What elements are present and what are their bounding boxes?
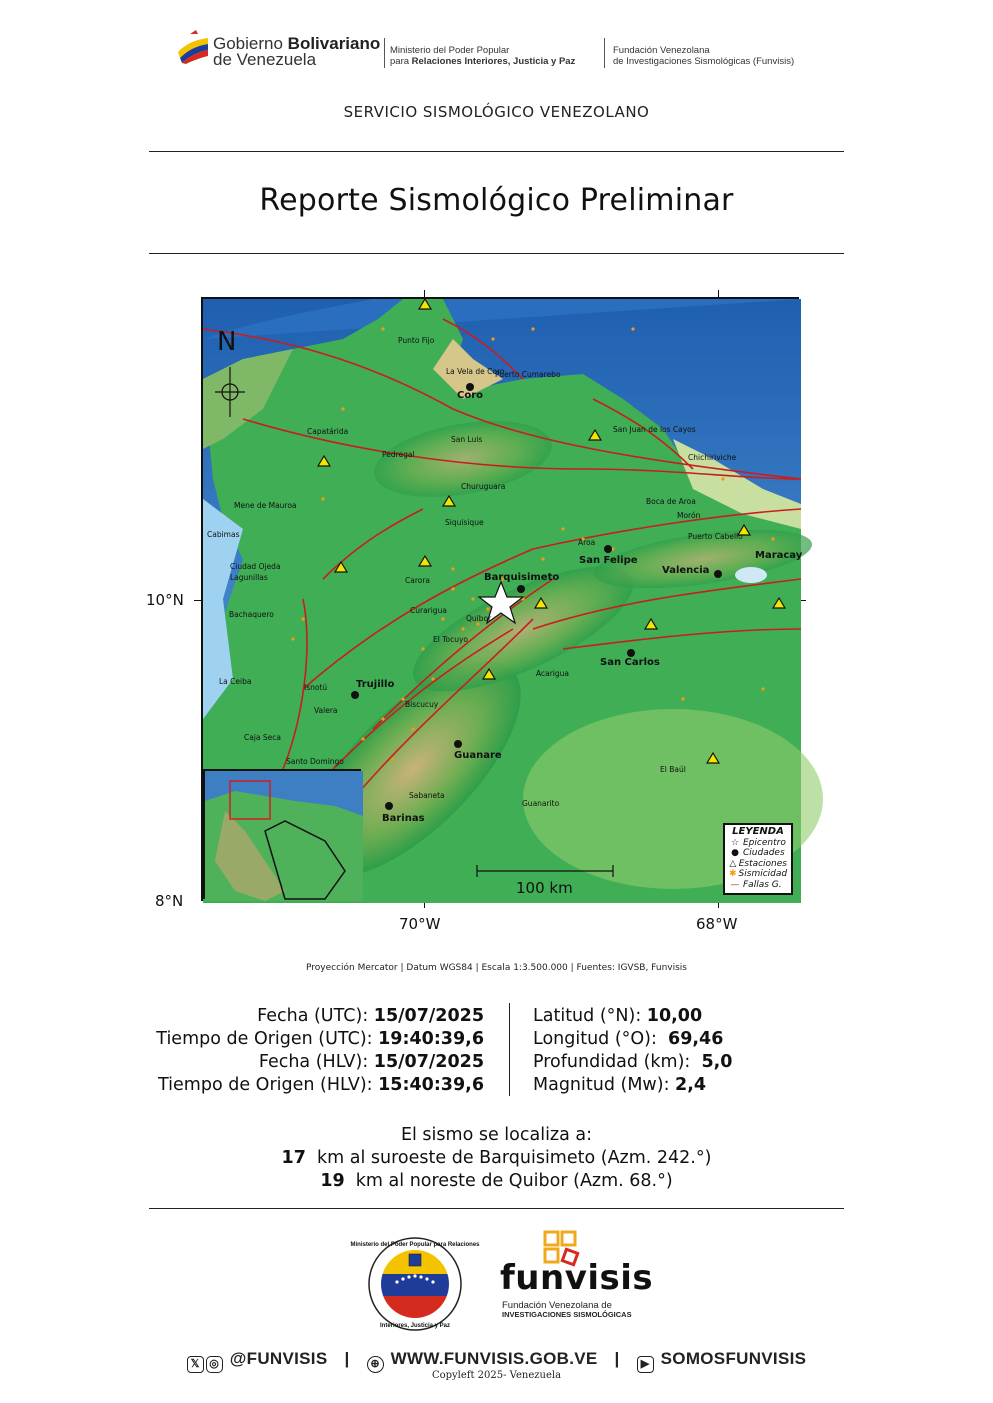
location-text-2: km al noreste de Quibor (Azm. 68.°) bbox=[344, 1171, 673, 1191]
city-label-valencia: Valencia bbox=[662, 565, 710, 576]
info-label: Tiempo de Origen (HLV): bbox=[158, 1075, 379, 1095]
ministry-seal-logo bbox=[350, 1236, 480, 1332]
town-label: Sabaneta bbox=[409, 791, 445, 800]
location-line-1 bbox=[0, 1148, 993, 1168]
rule-footer bbox=[149, 1208, 844, 1209]
social-handle-link[interactable]: @FUNVISIS bbox=[229, 1349, 328, 1368]
town-label: Puerto Cabello bbox=[688, 532, 743, 541]
city-label-maracay: Maracay bbox=[755, 550, 803, 561]
info-label: Magnitud (Mw): bbox=[533, 1075, 676, 1095]
town-label: Quibor bbox=[466, 614, 492, 623]
info-label: Longitud (°O): bbox=[533, 1029, 669, 1049]
town-label: Siquisique bbox=[445, 518, 484, 527]
info-latitude bbox=[533, 1005, 702, 1028]
town-label: Aroa bbox=[578, 538, 596, 547]
ministry-label bbox=[390, 45, 575, 67]
foundation-line2: de Investigaciones Sismológicas (Funvisis) bbox=[613, 56, 795, 67]
info-label: Fecha (HLV): bbox=[258, 1052, 374, 1072]
lat-label-10n: 10°N bbox=[146, 591, 184, 609]
header-divider-2 bbox=[604, 38, 605, 68]
star-icon: ☆ bbox=[730, 837, 740, 848]
info-longitude bbox=[533, 1028, 723, 1051]
city-label-guanare: Guanare bbox=[454, 750, 502, 761]
info-value: 19:40:39,6 bbox=[378, 1029, 484, 1049]
inset-terrain bbox=[205, 771, 363, 901]
town-label: Valera bbox=[314, 706, 338, 715]
city-label-san-felipe: San Felipe bbox=[579, 555, 638, 566]
ministry-seal-text: Ministerio del Poder Popular para Relaciones bbox=[350, 1242, 480, 1248]
epicenter-map bbox=[201, 297, 803, 901]
town-label: Punto Fijo bbox=[398, 336, 435, 345]
town-label: Bachaquero bbox=[229, 610, 274, 619]
inset-locator-map bbox=[203, 769, 361, 899]
town-label: El Baúl bbox=[660, 765, 686, 774]
rule-top bbox=[149, 151, 844, 152]
info-label: Latitud (°N): bbox=[533, 1006, 647, 1026]
funvisis-subtitle-line1: Fundación Venezolana de bbox=[502, 1300, 612, 1311]
town-label: Guanarito bbox=[522, 799, 560, 808]
town-label: San Juan de los Cayos bbox=[613, 425, 696, 434]
tick-top-70w bbox=[424, 290, 425, 297]
town-label: Caja Seca bbox=[244, 733, 281, 742]
info-value: 15/07/2025 bbox=[373, 1006, 484, 1026]
foundation-label bbox=[613, 45, 794, 67]
lon-label-68w: 68°W bbox=[696, 915, 738, 933]
map-legend bbox=[723, 823, 793, 895]
report-title: Reporte Sismológico Preliminar bbox=[259, 183, 734, 218]
legend-item-epicenter bbox=[729, 838, 787, 849]
info-value: 15:40:39,6 bbox=[378, 1075, 484, 1095]
town-label: Cabimas bbox=[207, 530, 240, 539]
town-label: Lagunillas bbox=[230, 573, 268, 582]
info-value: 2,4 bbox=[675, 1075, 707, 1095]
info-origin-time-hlv bbox=[158, 1074, 484, 1097]
info-origin-time-utc bbox=[156, 1028, 484, 1051]
info-value: 69,46 bbox=[668, 1029, 724, 1049]
info-value: 15/07/2025 bbox=[373, 1052, 484, 1072]
town-label: San Luis bbox=[451, 435, 483, 444]
town-label: Biscucuy bbox=[405, 700, 439, 709]
scale-label: 100 km bbox=[516, 879, 573, 897]
info-depth bbox=[533, 1051, 732, 1074]
x-icon[interactable]: 𝕏 bbox=[187, 1356, 204, 1373]
government-flag-logo bbox=[176, 30, 210, 64]
ministry-line2-prefix: para bbox=[390, 56, 412, 67]
town-label: Carora bbox=[405, 576, 431, 585]
town-label: Curarigua bbox=[410, 606, 447, 615]
gov-line1-prefix: Gobierno bbox=[213, 34, 288, 53]
info-value: 5,0 bbox=[701, 1052, 733, 1072]
legend-item-cities bbox=[729, 848, 787, 859]
star-small-icon: ✱ bbox=[729, 869, 737, 879]
lon-label-70w: 70°W bbox=[399, 915, 441, 933]
instagram-icon[interactable]: ◎ bbox=[206, 1356, 223, 1373]
town-label: Morón bbox=[677, 511, 701, 520]
footer-separator: | bbox=[344, 1349, 350, 1368]
town-label: La Ceiba bbox=[219, 677, 252, 686]
triangle-icon: △ bbox=[729, 858, 737, 869]
info-label: Tiempo de Origen (UTC): bbox=[156, 1029, 379, 1049]
youtube-icon[interactable]: ▶ bbox=[637, 1356, 654, 1373]
info-value: 10,00 bbox=[646, 1006, 703, 1026]
town-label: Capatárida bbox=[307, 427, 349, 436]
town-label: El Tocuyo bbox=[433, 635, 469, 644]
rule-under-title bbox=[149, 253, 844, 254]
dot-icon: ● bbox=[731, 848, 739, 858]
info-label: Profundidad (km): bbox=[533, 1052, 702, 1072]
info-magnitude bbox=[533, 1074, 706, 1097]
town-label: Churuguara bbox=[461, 482, 506, 491]
town-label: Mene de Mauroa bbox=[234, 501, 297, 510]
legend-label: Sismicidad bbox=[738, 869, 788, 879]
youtube-link[interactable]: SOMOSFUNVISIS bbox=[660, 1349, 807, 1368]
footer-separator: | bbox=[614, 1349, 620, 1368]
tick-top-68w bbox=[718, 290, 719, 297]
location-intro: El sismo se localiza a: bbox=[400, 1125, 593, 1145]
city-label-barquisimeto: Barquisimeto bbox=[484, 572, 560, 583]
north-label: N bbox=[217, 327, 237, 357]
info-date-utc bbox=[257, 1005, 484, 1028]
info-date-hlv bbox=[259, 1051, 484, 1074]
lat-label-8n: 8°N bbox=[155, 892, 184, 910]
city-label-trujillo: Trujillo bbox=[356, 679, 395, 690]
town-label: Ciudad Ojeda bbox=[230, 562, 281, 571]
government-wordmark bbox=[213, 36, 380, 68]
legend-label: Epicentro bbox=[743, 837, 786, 848]
gov-line1-bold: Bolivariano bbox=[287, 34, 381, 53]
info-divider bbox=[509, 1003, 510, 1096]
svg-text:Interiores, Justicia y Paz: Interiores, Justicia y Paz bbox=[379, 1323, 451, 1329]
city-label-coro: Coro bbox=[457, 390, 484, 401]
town-label: Santo Domingo bbox=[286, 757, 344, 766]
legend-item-stations bbox=[729, 859, 787, 870]
funvisis-wordmark: funvisis bbox=[500, 1258, 654, 1298]
town-label: Puerto Cumarebo bbox=[495, 370, 561, 379]
info-label: Fecha (UTC): bbox=[257, 1006, 374, 1026]
legend-item-faults bbox=[729, 880, 787, 891]
tick-left-10n bbox=[194, 600, 201, 601]
legend-item-seismicity bbox=[729, 869, 787, 880]
town-label: La Vela de Coro bbox=[446, 367, 505, 376]
town-label: Chichiriviche bbox=[688, 453, 737, 462]
legend-label: Fallas G. bbox=[743, 879, 782, 890]
foundation-line1: Fundación Venezolana bbox=[613, 45, 710, 56]
town-label: Boca de Aroa bbox=[646, 497, 696, 506]
town-label: Pedregal bbox=[382, 450, 415, 459]
funvisis-subtitle bbox=[502, 1301, 632, 1319]
location-line-2 bbox=[0, 1171, 993, 1191]
gov-line2: de Venezuela bbox=[213, 50, 317, 69]
legend-label: Ciudades bbox=[743, 848, 785, 858]
city-label-san-carlos: San Carlos bbox=[600, 657, 660, 668]
location-distance-2: 19 bbox=[320, 1171, 345, 1191]
town-label: Acarigua bbox=[536, 669, 569, 678]
ministry-line1: Ministerio del Poder Popular bbox=[390, 45, 510, 56]
location-text-1: km al suroeste de Barquisimeto (Azm. 242.°) bbox=[305, 1148, 712, 1168]
location-distance-1: 17 bbox=[281, 1148, 306, 1168]
legend-label: Estaciones bbox=[738, 858, 787, 869]
city-label-barinas: Barinas bbox=[382, 813, 425, 824]
service-name: SERVICIO SISMOLÓGICO VENEZOLANO bbox=[343, 103, 650, 121]
legend-title: LEYENDA bbox=[732, 826, 784, 837]
map-caption: Proyección Mercator | Datum WGS84 | Escala 1:3.500.000 | Fuentes: IGVSB, Funvisis bbox=[306, 963, 687, 973]
globe-icon[interactable]: ⊕ bbox=[367, 1356, 384, 1373]
funvisis-subtitle-line2: INVESTIGACIONES SISMOLÓGICAS bbox=[502, 1310, 632, 1319]
copyleft-notice: Copyleft 2025- Venezuela bbox=[431, 1370, 562, 1381]
line-icon: — bbox=[730, 879, 740, 890]
town-label: Isnotú bbox=[304, 683, 328, 692]
ministry-line2-bold: Relaciones Interiores, Justicia y Paz bbox=[411, 56, 576, 67]
website-link[interactable]: WWW.FUNVISIS.GOB.VE bbox=[390, 1349, 598, 1368]
header-divider-1 bbox=[384, 38, 385, 68]
